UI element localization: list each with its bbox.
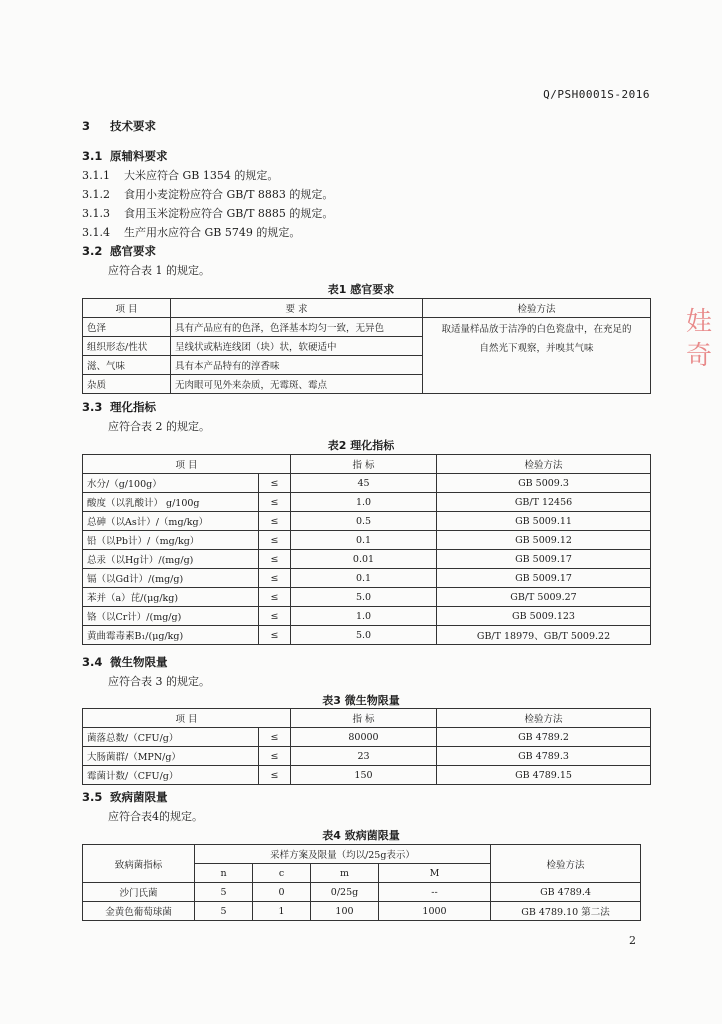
table-header-row xyxy=(83,455,651,474)
table-cell: 5 xyxy=(195,883,253,902)
section-3-5-body: 应符合表4的规定。 xyxy=(108,810,203,823)
table-row xyxy=(83,883,641,902)
header-method: 检验方法 xyxy=(423,299,651,318)
table-4-caption: 表4 致病菌限量 xyxy=(322,829,400,842)
table-row xyxy=(83,902,641,921)
cell-requirement: 具有产品应有的色泽，色泽基本均匀一致，无异色 xyxy=(171,318,423,337)
table-cell: 金黄色葡萄球菌 xyxy=(83,902,195,921)
header-method: 检验方法 xyxy=(491,845,641,883)
header-requirement: 要 求 xyxy=(171,299,423,318)
header-c: c xyxy=(253,864,311,883)
section-3-2-body: 应符合表 1 的规定。 xyxy=(108,264,210,277)
table-cell: 水分/（g/100g） xyxy=(83,474,259,493)
cell-method: 取适量样品放于洁净的白色瓷盘中，在充足的 自然光下观察，并嗅其气味 xyxy=(423,318,651,394)
table-cell: 5.0 xyxy=(291,626,437,645)
table-row xyxy=(83,550,651,569)
header-index: 指 标 xyxy=(291,455,437,474)
table-cell: GB 5009.123 xyxy=(437,607,651,626)
table-cell: 1 xyxy=(253,902,311,921)
table-row xyxy=(83,588,651,607)
section-3-1-2: 3.1.2 食用小麦淀粉应符合 GB/T 8883 的规定。 xyxy=(82,188,334,201)
table-cell: 酸度（以乳酸计） g/100g xyxy=(83,493,259,512)
table-header-row xyxy=(83,845,641,864)
header-M: M xyxy=(379,864,491,883)
table-cell: 0.5 xyxy=(291,512,437,531)
table-cell: 0.01 xyxy=(291,550,437,569)
cell-requirement: 无肉眼可见外来杂质，无霉斑、霉点 xyxy=(171,375,423,394)
table-header-row xyxy=(83,709,651,728)
section-3-5-heading: 3.5 致病菌限量 xyxy=(82,790,168,804)
header-method: 检验方法 xyxy=(437,455,651,474)
table-cell: GB 5009.17 xyxy=(437,550,651,569)
table-4-pathogens xyxy=(82,844,641,921)
cell-requirement: 呈线状或粘连线团（块）状，软硬适中 xyxy=(171,337,423,356)
cell-requirement: 具有本产品特有的淳香味 xyxy=(171,356,423,375)
standard-code: Q/PSH0001S-2016 xyxy=(543,88,650,101)
header-plan: 采样方案及限量（均以/25g表示） xyxy=(195,845,491,864)
table-cell: GB 4789.4 xyxy=(491,883,641,902)
table-cell: 黄曲霉毒素B₁/(μg/kg) xyxy=(83,626,259,645)
table-cell: GB 5009.12 xyxy=(437,531,651,550)
table-cell: ≤ xyxy=(259,626,291,645)
header-item: 项 目 xyxy=(83,455,291,474)
section-3-1-1: 3.1.1 大米应符合 GB 1354 的规定。 xyxy=(82,169,279,182)
table-cell: 总砷（以As计）/（mg/kg） xyxy=(83,512,259,531)
table-cell: GB 4789.2 xyxy=(437,728,651,747)
table-2-caption: 表2 理化指标 xyxy=(327,439,395,452)
table-cell: 1000 xyxy=(379,902,491,921)
table-cell: ≤ xyxy=(259,569,291,588)
table-cell: ≤ xyxy=(259,588,291,607)
table-cell: 23 xyxy=(291,747,437,766)
table-cell: 150 xyxy=(291,766,437,785)
table-3-microbial xyxy=(82,708,651,785)
page-number: 2 xyxy=(629,934,636,947)
table-cell: 45 xyxy=(291,474,437,493)
table-cell: GB 4789.15 xyxy=(437,766,651,785)
table-cell: 5.0 xyxy=(291,588,437,607)
table-cell: GB/T 18979、GB/T 5009.22 xyxy=(437,626,651,645)
table-cell: GB 5009.3 xyxy=(437,474,651,493)
table-cell: 铅（以Pb计）/（mg/kg） xyxy=(83,531,259,550)
red-stamp: 娃 奇 xyxy=(686,307,713,371)
table-row xyxy=(83,766,651,785)
table-cell: ≤ xyxy=(259,728,291,747)
table-cell: ≤ xyxy=(259,493,291,512)
table-row xyxy=(83,728,651,747)
table-cell: 苯并（a）芘/(μg/kg) xyxy=(83,588,259,607)
table-row xyxy=(83,512,651,531)
table-cell: -- xyxy=(379,883,491,902)
table-cell: GB 4789.10 第二法 xyxy=(491,902,641,921)
table-cell: 1.0 xyxy=(291,493,437,512)
table-cell: 1.0 xyxy=(291,607,437,626)
table-cell: GB/T 12456 xyxy=(437,493,651,512)
table-cell: ≤ xyxy=(259,766,291,785)
table-cell: 铬（以Cr计）/(mg/g) xyxy=(83,607,259,626)
table-cell: ≤ xyxy=(259,512,291,531)
table-1-sensory xyxy=(82,298,651,394)
section-3-1-4: 3.1.4 生产用水应符合 GB 5749 的规定。 xyxy=(82,226,301,239)
header-item: 项 目 xyxy=(83,709,291,728)
table-cell: ≤ xyxy=(259,531,291,550)
table-cell: 80000 xyxy=(291,728,437,747)
section-3-1-3: 3.1.3 食用玉米淀粉应符合 GB/T 8885 的规定。 xyxy=(82,207,334,220)
table-row xyxy=(83,531,651,550)
table-row xyxy=(83,493,651,512)
table-cell: 菌落总数/（CFU/g） xyxy=(83,728,259,747)
table-cell: GB/T 5009.27 xyxy=(437,588,651,607)
table-cell: ≤ xyxy=(259,607,291,626)
section-3-3-body: 应符合表 2 的规定。 xyxy=(108,420,210,433)
table-cell: 5 xyxy=(195,902,253,921)
cell-item: 色泽 xyxy=(83,318,171,337)
table-cell: 100 xyxy=(311,902,379,921)
table-cell: 总汞（以Hg计）/(mg/g) xyxy=(83,550,259,569)
table-cell: ≤ xyxy=(259,474,291,493)
section-3-3-heading: 3.3 理化指标 xyxy=(82,400,156,414)
table-row xyxy=(83,607,651,626)
table-cell: 0.1 xyxy=(291,531,437,550)
table-row xyxy=(83,474,651,493)
table-cell: 沙门氏菌 xyxy=(83,883,195,902)
table-cell: 0.1 xyxy=(291,569,437,588)
table-row xyxy=(83,569,651,588)
section-3-4-heading: 3.4 微生物限量 xyxy=(82,655,168,669)
table-3-caption: 表3 微生物限量 xyxy=(322,694,400,707)
table-cell: 镉（以Gd计）/(mg/g) xyxy=(83,569,259,588)
section-3-1-heading: 3.1 原辅料要求 xyxy=(82,149,168,163)
table-cell: 霉菌计数/（CFU/g） xyxy=(83,766,259,785)
table-cell: ≤ xyxy=(259,747,291,766)
header-item: 项 目 xyxy=(83,299,171,318)
header-m: m xyxy=(311,864,379,883)
table-cell: 大肠菌群/（MPN/g） xyxy=(83,747,259,766)
table-cell: GB 5009.17 xyxy=(437,569,651,588)
header-item: 致病菌指标 xyxy=(83,845,195,883)
table-cell: GB 4789.3 xyxy=(437,747,651,766)
cell-item: 组织形态/性状 xyxy=(83,337,171,356)
header-index: 指 标 xyxy=(291,709,437,728)
table-cell: GB 5009.11 xyxy=(437,512,651,531)
table-cell: 0/25g xyxy=(311,883,379,902)
header-method: 检验方法 xyxy=(437,709,651,728)
section-3-4-body: 应符合表 3 的规定。 xyxy=(108,675,210,688)
table-row xyxy=(83,626,651,645)
header-n: n xyxy=(195,864,253,883)
table-cell: ≤ xyxy=(259,550,291,569)
table-row xyxy=(83,318,651,337)
section-3-heading: 3 技术要求 xyxy=(82,119,156,133)
table-header-row xyxy=(83,299,651,318)
table-2-physicochemical xyxy=(82,454,651,645)
section-3-2-heading: 3.2 感官要求 xyxy=(82,244,156,258)
table-cell: 0 xyxy=(253,883,311,902)
table-row xyxy=(83,747,651,766)
cell-item: 滋、气味 xyxy=(83,356,171,375)
table-1-caption: 表1 感官要求 xyxy=(327,283,395,296)
cell-item: 杂质 xyxy=(83,375,171,394)
